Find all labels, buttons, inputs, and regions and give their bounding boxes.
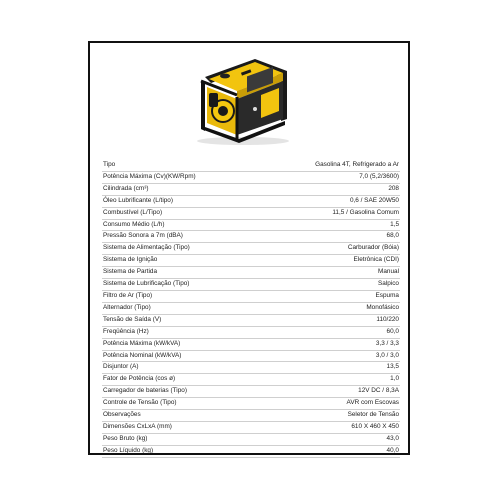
spec-value: Manual [258,267,400,279]
spec-row [102,279,400,291]
spec-row [102,314,400,326]
spec-value: 68,0 [258,231,400,243]
spec-label: Cilindrada (cm³) [102,183,258,195]
spec-label: Consumo Médio (L/h) [102,219,258,231]
spec-label: Alternador (Tipo) [102,302,258,314]
spec-value: 610 X 460 X 450 [258,421,400,433]
spec-value: 3,0 / 3,0 [258,350,400,362]
spec-label: Potência Nominal (kW/kVA) [102,350,258,362]
spec-value: 0,6 / SAE 20W50 [258,195,400,207]
spec-row [102,302,400,314]
spec-label: Controle de Tensão (Tipo) [102,398,258,410]
specs-table-body [102,160,400,457]
spec-label: Filtro de Ar (Tipo) [102,290,258,302]
spec-label: Sistema de Partida [102,267,258,279]
spec-value: Carburador (Bóia) [258,243,400,255]
spec-row [102,386,400,398]
spec-row [102,290,400,302]
spec-value: 11,5 / Gasolina Comum [258,207,400,219]
spec-row [102,433,400,445]
spec-value: 12V DC / 8,3A [258,386,400,398]
spec-value: AVR com Escovas [258,398,400,410]
spec-value: Salpico [258,279,400,291]
spec-value: Seletor de Tensão [258,410,400,422]
spec-label: Carregador de baterias (Tipo) [102,386,258,398]
spec-row [102,338,400,350]
spec-value: Eletrônica (CDI) [258,255,400,267]
spec-row [102,207,400,219]
spec-row [102,183,400,195]
spec-label: Potência Máxima (kW/kVA) [102,338,258,350]
spec-row [102,160,400,171]
spec-value: 43,0 [258,433,400,445]
spec-sheet [88,41,410,455]
spec-row [102,219,400,231]
spec-label: Dimensões CxLxA (mm) [102,421,258,433]
generator-image [185,49,295,149]
spec-value: 40,0 [258,445,400,457]
spec-value: Gasolina 4T, Refrigerado a Ar [258,160,400,171]
spec-label: Tipo [102,160,258,171]
spec-label: Sistema de Alimentação (Tipo) [102,243,258,255]
spec-label: Peso Bruto (kg) [102,433,258,445]
spec-label: Tensão de Saída (V) [102,314,258,326]
spec-value: 1,0 [258,374,400,386]
spec-label: Peso Líquido (kg) [102,445,258,457]
spec-row [102,195,400,207]
spec-row [102,410,400,422]
spec-value: 7,0 (5,2/3600) [258,171,400,183]
spec-label: Freqüência (Hz) [102,326,258,338]
spec-value: 13,5 [258,362,400,374]
spec-row [102,362,400,374]
spec-value: Espuma [258,290,400,302]
spec-value: 1,5 [258,219,400,231]
spec-row [102,398,400,410]
spec-value: 208 [258,183,400,195]
spec-label: Sistema de Ignição [102,255,258,267]
spec-label: Observações [102,410,258,422]
spec-label: Óleo Lubrificante (L/tipo) [102,195,258,207]
spec-label: Sistema de Lubrificação (Tipo) [102,279,258,291]
spec-row [102,326,400,338]
spec-label: Potência Máxima (Cv)(KW/Rpm) [102,171,258,183]
spec-label: Combustível (L/Tipo) [102,207,258,219]
spec-row [102,267,400,279]
spec-row [102,374,400,386]
spec-label: Disjuntor (A) [102,362,258,374]
spec-label: Pressão Sonora a 7m (dBA) [102,231,258,243]
spec-row [102,421,400,433]
specs-table [102,160,400,458]
spec-row [102,243,400,255]
spec-row [102,231,400,243]
spec-value: 110/220 [258,314,400,326]
spec-row [102,350,400,362]
spec-row [102,445,400,457]
spec-label: Fator de Potência (cos ø) [102,374,258,386]
spec-value: 60,0 [258,326,400,338]
spec-value: Monofásico [258,302,400,314]
spec-value: 3,3 / 3,3 [258,338,400,350]
spec-row [102,255,400,267]
spec-row [102,171,400,183]
